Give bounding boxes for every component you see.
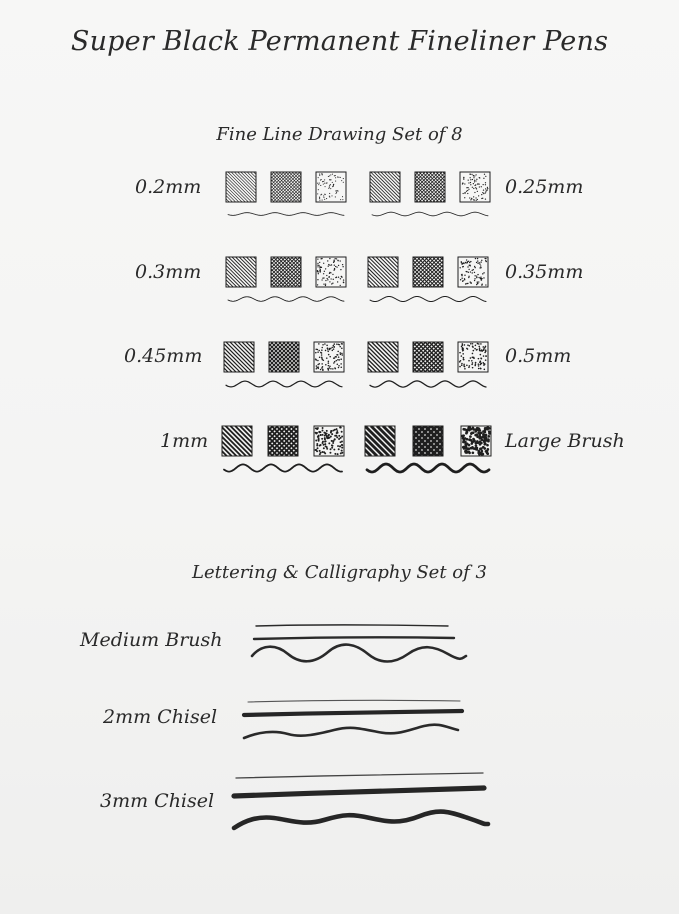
pen-label-3mm-chisel: 3mm Chisel xyxy=(100,790,215,812)
swatch-group-0-25mm xyxy=(370,170,490,222)
wavy-stroke-sample xyxy=(372,212,488,216)
pen-label-1mm: 1mm xyxy=(160,430,209,452)
wavy-stroke-sample xyxy=(370,297,486,302)
crosshatch-swatch xyxy=(383,257,500,287)
wavy-stroke-sample xyxy=(224,464,342,471)
wavy-stroke-sample xyxy=(226,381,342,387)
swatch-group-0-3mm xyxy=(226,255,346,307)
pen-label-0-45mm: 0.45mm xyxy=(124,345,203,367)
stroke-sample-3mm-chisel xyxy=(228,768,492,836)
pen-label-0-3mm: 0.3mm xyxy=(135,261,202,283)
fine-line-set-heading: Fine Line Drawing Set of 8 xyxy=(216,124,463,145)
wavy-stroke-sample xyxy=(228,297,344,302)
wavy-stroke-sample xyxy=(228,213,344,216)
hatch-swatch xyxy=(338,257,455,287)
stipple-swatch xyxy=(460,172,490,202)
wavy-stroke-sample xyxy=(367,464,489,472)
pen-label-0-2mm: 0.2mm xyxy=(135,176,202,198)
stipple-swatch xyxy=(458,257,488,287)
wavy-stroke-sample xyxy=(370,381,486,387)
stipple-swatch xyxy=(316,257,346,287)
pen-label-0-25mm: 0.25mm xyxy=(505,176,584,198)
stipple-swatch xyxy=(458,342,488,372)
swatch-group-1mm xyxy=(222,424,344,476)
stipple-swatch xyxy=(314,342,344,372)
swatch-group-0-35mm xyxy=(368,255,488,307)
pen-label-large-brush: Large Brush xyxy=(505,430,625,452)
pen-label-medium-brush: Medium Brush xyxy=(80,629,223,651)
stipple-swatch xyxy=(314,426,344,456)
pen-label-0-35mm: 0.35mm xyxy=(505,261,584,283)
stroke-sample-medium-brush xyxy=(248,618,473,666)
page-title: Super Black Permanent Fineliner Pens xyxy=(70,26,609,57)
swatch-group-0-2mm xyxy=(226,170,346,222)
lettering-set-heading: Lettering & Calligraphy Set of 3 xyxy=(192,562,487,583)
swatch-group-0-45mm xyxy=(224,340,344,392)
stipple-swatch xyxy=(461,426,491,456)
stipple-swatch xyxy=(316,172,346,202)
swatch-group-large-brush xyxy=(365,424,491,476)
stroke-sample-2mm-chisel xyxy=(238,694,468,746)
crosshatch-swatch xyxy=(241,172,361,202)
pen-label-0-5mm: 0.5mm xyxy=(505,345,572,367)
swatch-group-0-5mm xyxy=(368,340,488,392)
pen-label-2mm-chisel: 2mm Chisel xyxy=(103,706,218,728)
